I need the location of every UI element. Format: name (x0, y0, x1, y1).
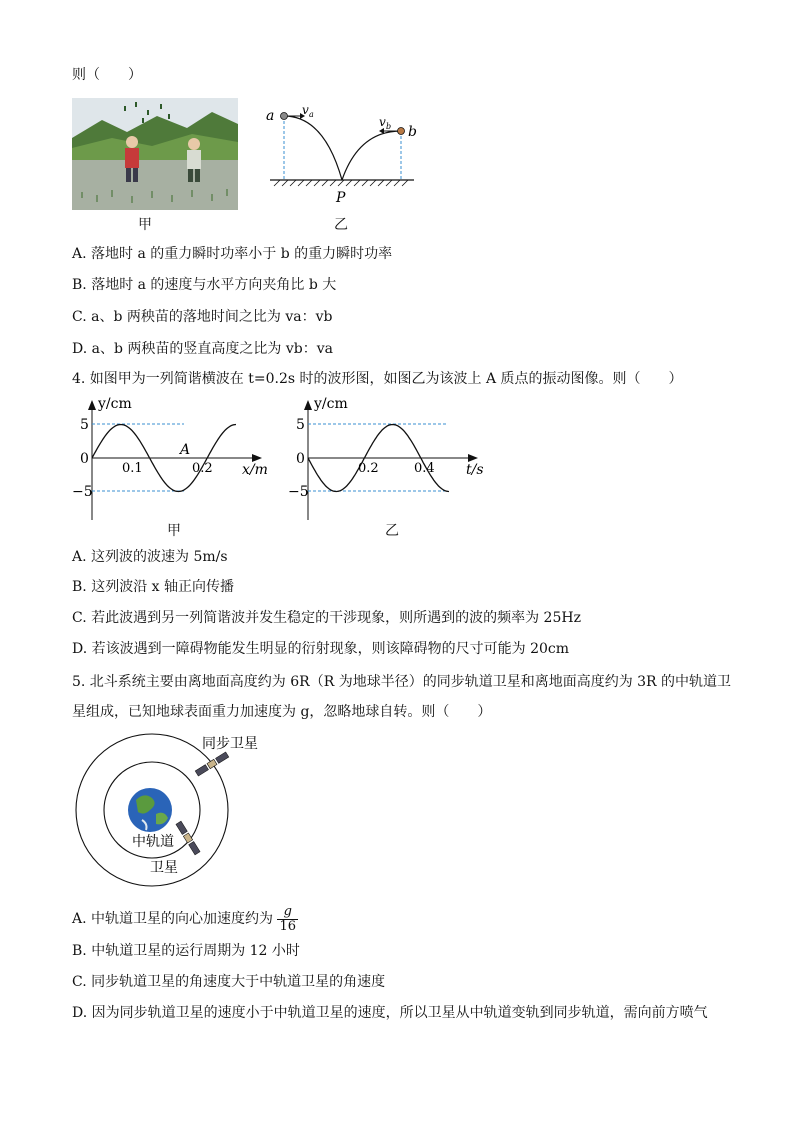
jia-xtick-01: 0.1 (122, 461, 143, 476)
q5-option-b: B. 中轨道卫星的运行周期为 12 小时 (72, 943, 300, 959)
yi-ytick-0: 0 (296, 451, 305, 467)
graph-yi-caption: 乙 (385, 523, 399, 539)
vibration-graph-yi (288, 392, 498, 524)
label-b: b (408, 124, 417, 140)
yi-xtick-04: 0.4 (414, 461, 435, 476)
q3-option-b: B. 落地时 a 的速度与水平方向夹角比 b 大 (72, 277, 337, 293)
q4-option-c: C. 若此波遇到另一列简谐波并发生稳定的干涉现象，则所遇到的波的频率为 25Hz (72, 610, 581, 626)
q4-stem: 4. 如图甲为一列简谐横波在 t=0.2s 时的波形图，如图乙为该波上 A 质点的振动图像。则（ ） (72, 371, 683, 387)
label-vb-sub: b (386, 122, 392, 131)
jia-ylabel: y/cm (98, 396, 132, 412)
q5-option-d: D. 因为同步轨道卫星的速度小于中轨道卫星的速度，所以卫星从中轨道变轨到同步轨道，需向前方喷气 (72, 1005, 708, 1021)
label-va-sub: a (309, 110, 314, 119)
q5-stem-line2: 星组成，已知地球表面重力加速度为 g，忽略地球自转。则（ ） (72, 704, 492, 720)
mid-orbit-label-1: 中轨道 (132, 834, 174, 850)
q4-option-d: D. 若该波遇到一障碍物能发生明显的衍射现象，则该障碍物的尺寸可能为 20cm (72, 641, 570, 657)
q3-stem-tail: 则（ ） (72, 67, 142, 83)
yi-ytick-5: 5 (296, 417, 305, 433)
jia-xlabel: x/m (242, 462, 268, 478)
fig-yi-caption: 乙 (334, 217, 348, 233)
sync-satellite-icon (195, 752, 229, 776)
graph-jia-caption: 甲 (167, 523, 181, 539)
orbit-diagram (74, 728, 274, 888)
rice-planting-photo (72, 98, 238, 210)
wave-graph-jia (72, 392, 282, 524)
yi-xlabel: t/s (466, 462, 484, 478)
yi-xtick-02: 0.2 (358, 461, 379, 476)
sync-satellite-label: 同步卫星 (202, 736, 258, 752)
q3-option-c: C. a、b 两秧苗的落地时间之比为 va：vb (72, 309, 333, 325)
earth-icon (128, 788, 172, 832)
q5-option-a (72, 902, 298, 936)
projectile-diagram (258, 100, 428, 210)
q5-option-a-text: A. 中轨道卫星的向心加速度约为 (72, 911, 274, 927)
q4-option-a: A. 这列波的波速为 5m/s (72, 549, 228, 565)
q4-option-b: B. 这列波沿 x 轴正向传播 (72, 579, 234, 595)
fraction-numerator: g (277, 905, 298, 920)
jia-point-a: A (180, 442, 191, 458)
label-p: P (336, 190, 346, 206)
label-a: a (266, 108, 275, 124)
q3-option-a: A. 落地时 a 的重力瞬时功率小于 b 的重力瞬时功率 (72, 246, 393, 262)
q5-stem-line1: 5. 北斗系统主要由离地面高度约为 6R（R 为地球半径）的同步轨道卫星和离地面高度约为 3R 的中轨道卫 (72, 674, 732, 690)
jia-ytick-0: 0 (80, 451, 89, 467)
q5-option-c: C. 同步轨道卫星的角速度大于中轨道卫星的角速度 (72, 974, 386, 990)
fraction-g-over-16 (277, 905, 298, 934)
yi-ylabel: y/cm (314, 396, 348, 412)
mid-orbit-label-2: 卫星 (150, 860, 178, 876)
yi-ytick-neg5: −5 (288, 484, 309, 500)
jia-ytick-neg5: −5 (72, 484, 93, 500)
jia-ytick-5: 5 (80, 417, 89, 433)
jia-xtick-02: 0.2 (192, 461, 213, 476)
fraction-denominator: 16 (279, 918, 297, 934)
q3-option-d: D. a、b 两秧苗的竖直高度之比为 vb：va (72, 341, 333, 357)
label-va: v (302, 103, 309, 117)
fig-jia-caption: 甲 (138, 217, 152, 233)
label-vb: v (379, 115, 386, 129)
